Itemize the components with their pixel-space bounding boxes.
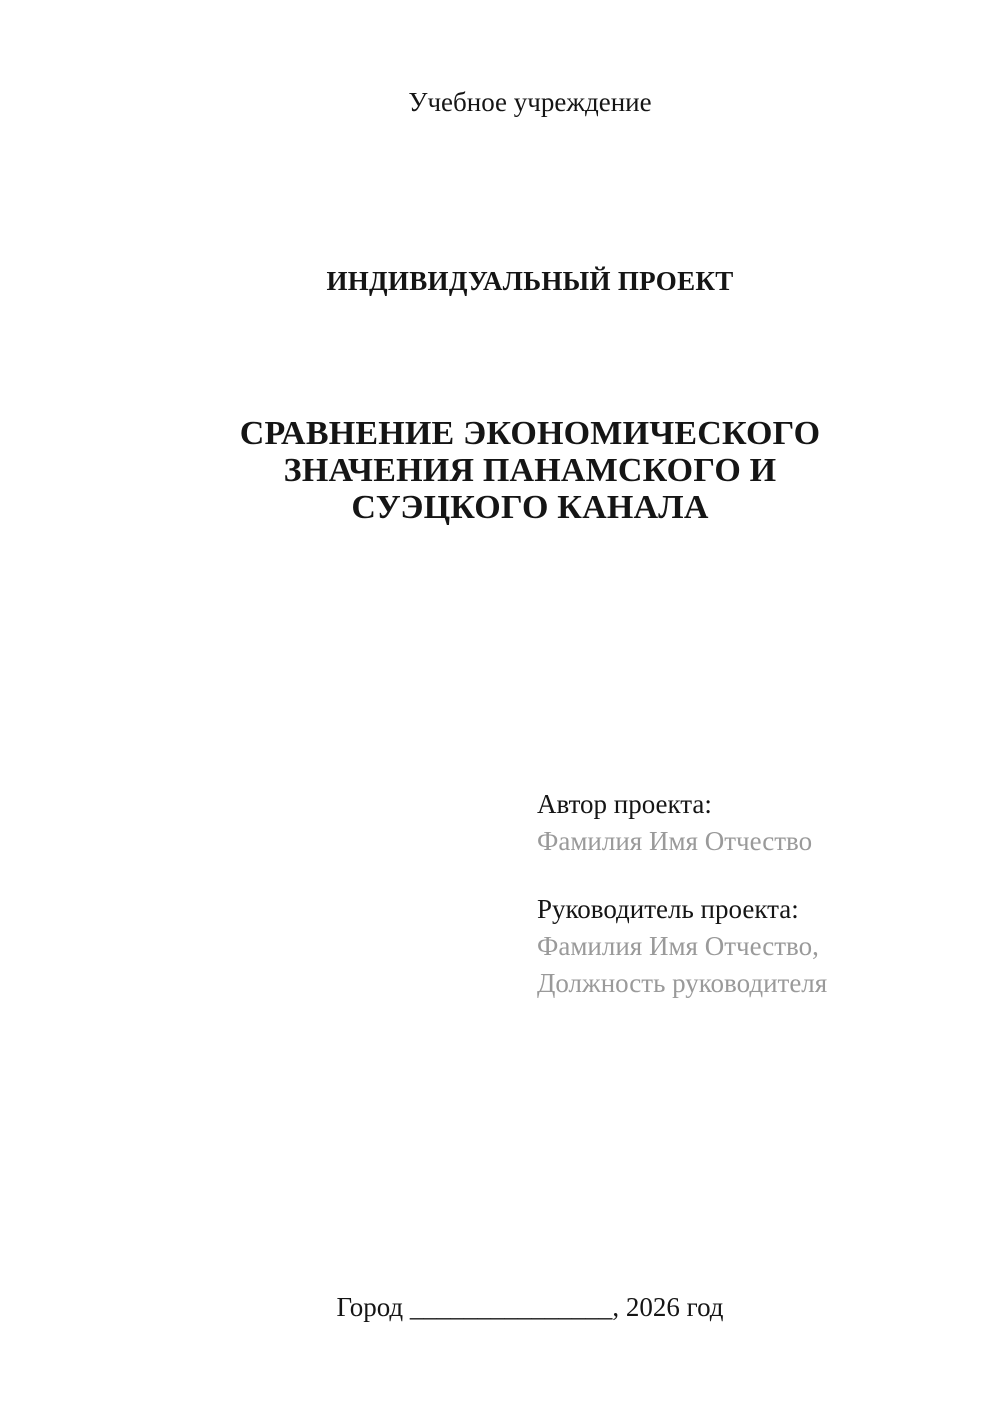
credits-block (537, 786, 827, 1002)
supervisor-label: Руководитель проекта: (537, 894, 799, 924)
author-block (537, 786, 827, 860)
project-title-line-1: СРАВНЕНИЕ ЭКОНОМИЧЕСКОГО (239, 415, 821, 452)
project-title-line-2: ЗНАЧЕНИЯ ПАНАМСКОГО И (283, 452, 777, 489)
supervisor-block (537, 891, 827, 1002)
city-year-line: Город _______________, 2026 год (336, 1292, 724, 1322)
project-title (60, 415, 1000, 526)
project-type-heading: ИНДИВИДУАЛЬНЫЙ ПРОЕКТ (326, 266, 734, 296)
author-label: Автор проекта: (537, 789, 712, 819)
supervisor-name-placeholder: Фамилия Имя Отчество, (537, 931, 819, 961)
institution-name: Учебное учреждение (408, 87, 652, 117)
author-name-placeholder: Фамилия Имя Отчество (537, 826, 813, 856)
project-title-line-3: СУЭЦКОГО КАНАЛА (351, 489, 709, 526)
supervisor-position-placeholder: Должность руководителя (537, 968, 828, 998)
